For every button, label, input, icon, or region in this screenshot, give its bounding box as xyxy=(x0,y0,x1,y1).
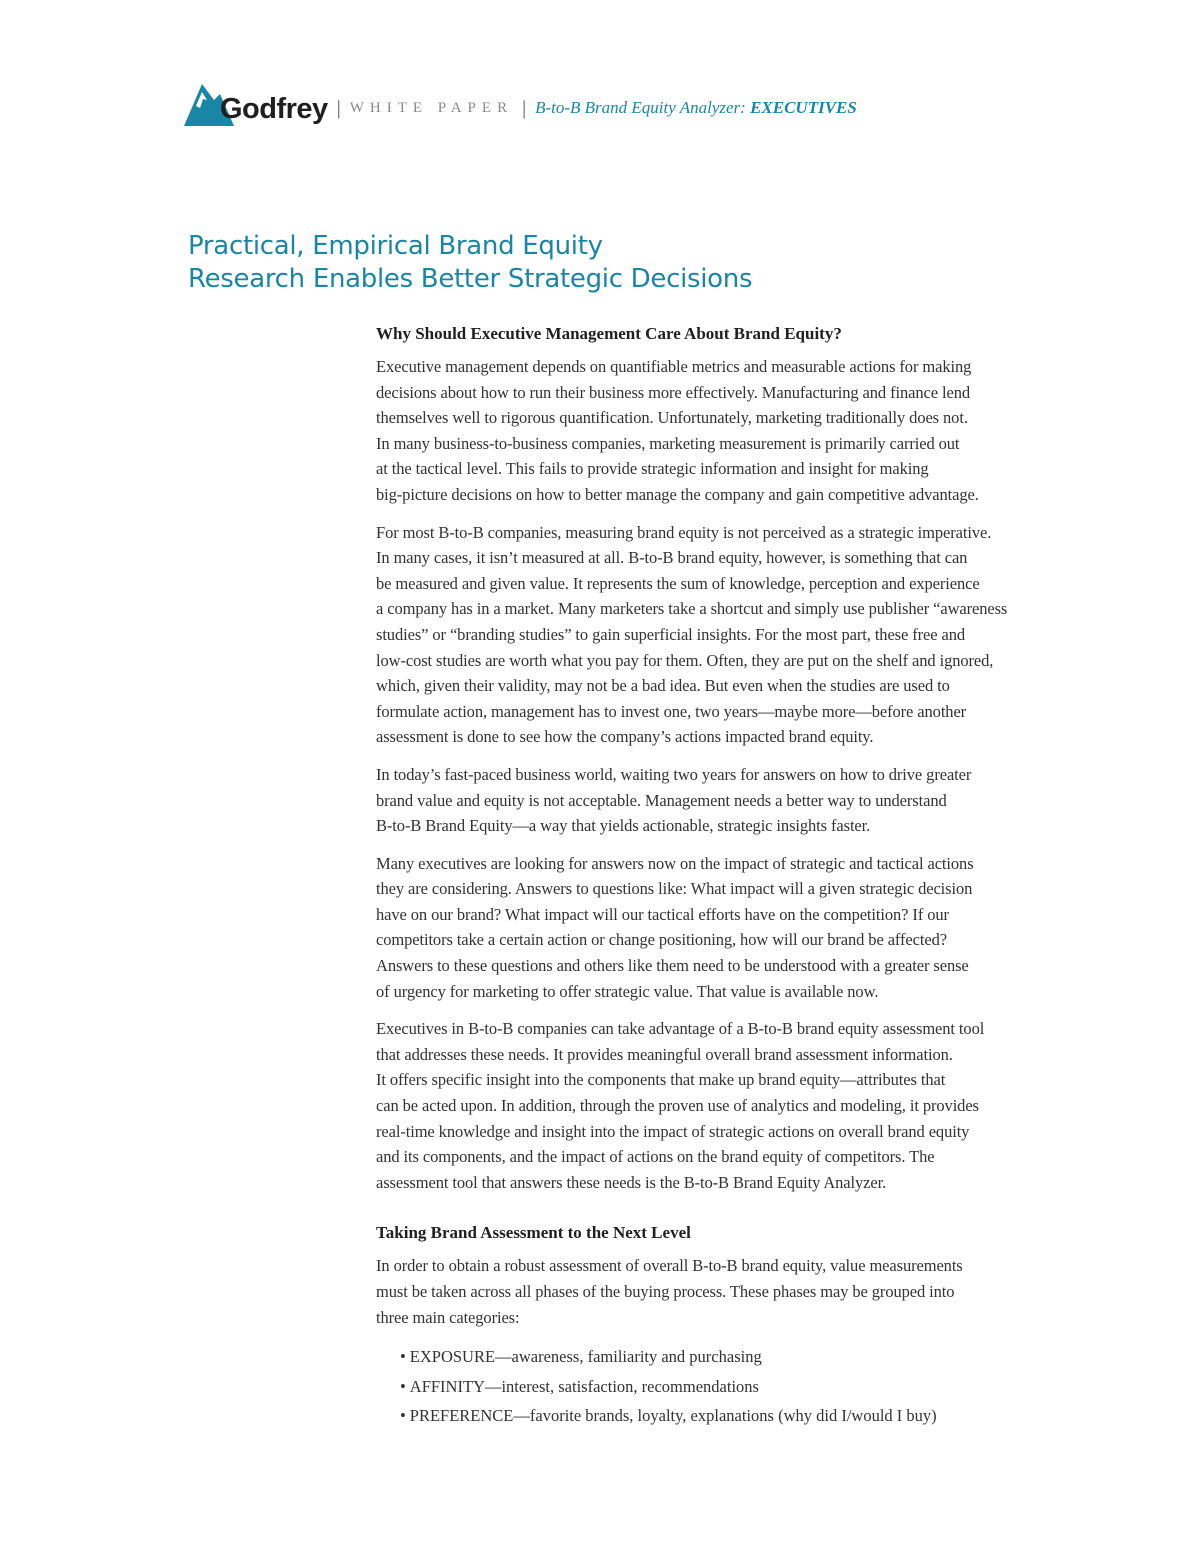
text-line: It offers specific insight into the components that make up brand equity—attributes that xyxy=(376,1070,946,1090)
text-line: For most B-to-B companies, measuring brand equity is not perceived as a strategic imperative. xyxy=(376,522,992,542)
page-title xyxy=(188,230,752,296)
text-line: assessment tool that answers these needs is the B-to-B Brand Equity Analyzer. xyxy=(376,1172,887,1192)
text-line: themselves well to rigorous quantification. Unfortunately, marketing traditionally does not. xyxy=(376,408,968,428)
text-line: brand value and equity is not acceptable. Management needs a better way to understand xyxy=(376,790,947,810)
text-line: must be taken across all phases of the buying process. These phases may be grouped into xyxy=(376,1282,955,1301)
list-item xyxy=(400,1401,1116,1431)
text-line: B-to-B Brand Equity—a way that yields actionable, strategic insights faster. xyxy=(376,816,871,836)
text-line: can be acted upon. In addition, through the proven use of analytics and modeling, it provides xyxy=(376,1096,979,1116)
bullet-icon: • xyxy=(400,1376,406,1396)
text-line: have on our brand? What impact will our tactical efforts have on the competition? If our xyxy=(376,904,949,924)
text-line: studies” or “branding studies” to gain superficial insights. For the most part, these free and xyxy=(376,624,966,644)
subtitle-emphasis: EXECUTIVES xyxy=(750,98,857,117)
text-line: assessment is done to see how the company’s actions impacted brand equity. xyxy=(376,727,874,747)
text-line: be measured and given value. It represents the sum of knowledge, perception and experience xyxy=(376,573,980,593)
header-separator-2: | xyxy=(522,96,527,119)
title-line-1: Practical, Empirical Brand Equity xyxy=(188,231,603,261)
text-line: Executive management depends on quantifiable metrics and measurable actions for making xyxy=(376,357,972,376)
text-line: In today’s fast-paced business world, waiting two years for answers on how to drive greater xyxy=(376,764,972,784)
text-line: In order to obtain a robust assessment of overall B-to-B brand equity, value measurements xyxy=(376,1256,963,1276)
list-item-text: PREFERENCE—favorite brands, loyalty, explanations (why did I/would I buy) xyxy=(409,1406,937,1426)
bullet-icon: • xyxy=(400,1347,406,1367)
document-subtitle xyxy=(535,98,857,118)
list-item xyxy=(400,1342,1116,1372)
text-line: decisions about how to run their business more effectively. Manufacturing and finance lend xyxy=(376,382,970,402)
subtitle-prefix: B-to-B Brand Equity Analyzer: xyxy=(535,98,751,117)
body-content xyxy=(376,323,1116,1431)
list-item-text: AFFINITY—interest, satisfaction, recommendations xyxy=(409,1376,759,1396)
text-line: In many business-to-business companies, marketing measurement is primarily carried out xyxy=(376,433,960,453)
paragraph xyxy=(376,354,1116,508)
text-line: Many executives are looking for answers now on the impact of strategic and tactical actions xyxy=(376,853,974,873)
paragraph xyxy=(376,762,1116,839)
text-line: three main categories: xyxy=(376,1307,520,1327)
page-header xyxy=(184,80,857,130)
text-line: of urgency for marketing to offer strategic value. That value is available now. xyxy=(376,981,879,1001)
header-separator: | xyxy=(336,96,341,119)
text-line: formulate action, management has to invest one, two years—maybe more—before another xyxy=(376,701,967,721)
text-line: competitors take a certain action or change positioning, how will our brand be affected? xyxy=(376,930,947,950)
text-line: at the tactical level. This fails to provide strategic information and insight for making xyxy=(376,459,929,479)
text-line: that addresses these needs. It provides meaningful overall brand assessment information. xyxy=(376,1044,953,1064)
logo-wordmark: Godfrey xyxy=(220,92,328,125)
paragraph xyxy=(376,1016,1116,1195)
text-line: In many cases, it isn’t measured at all. B-to-B brand equity, however, is something that can xyxy=(376,548,968,568)
paragraph xyxy=(376,851,1116,1005)
list-item-text: EXPOSURE—awareness, familiarity and purchasing xyxy=(409,1347,762,1367)
section-heading: Why Should Executive Management Care About Brand Equity? xyxy=(376,324,842,343)
text-line: which, given their validity, may not be a bad idea. But even when the studies are used to xyxy=(376,676,950,696)
text-line: big-picture decisions on how to better manage the company and gain competitive advantage. xyxy=(376,484,979,504)
category-list xyxy=(400,1342,1116,1431)
paragraph xyxy=(376,520,1116,750)
text-line: a company has in a market. Many marketers take a shortcut and simply use publisher “awareness xyxy=(376,599,1008,619)
bullet-icon: • xyxy=(400,1406,406,1426)
text-line: Answers to these questions and others like them need to be understood with a greater sense xyxy=(376,956,969,976)
paragraph xyxy=(376,1253,1116,1330)
title-line-2: Research Enables Better Strategic Decisions xyxy=(188,264,753,294)
white-paper-label: WHITE PAPER xyxy=(349,99,514,116)
section-heading: Taking Brand Assessment to the Next Level xyxy=(376,1223,691,1243)
text-line: real-time knowledge and insight into the impact of strategic actions on overall brand equity xyxy=(376,1121,970,1141)
godfrey-logo xyxy=(184,82,328,128)
text-line: low-cost studies are worth what you pay for them. Often, they are put on the shelf and ignored, xyxy=(376,650,994,670)
text-line: and its components, and the impact of actions on the brand equity of competitors. The xyxy=(376,1147,935,1167)
list-item xyxy=(400,1372,1116,1402)
text-line: they are considering. Answers to questions like: What impact will a given strategic decision xyxy=(376,879,973,899)
text-line: Executives in B-to-B companies can take advantage of a B-to-B brand equity assessment tool xyxy=(376,1019,985,1039)
